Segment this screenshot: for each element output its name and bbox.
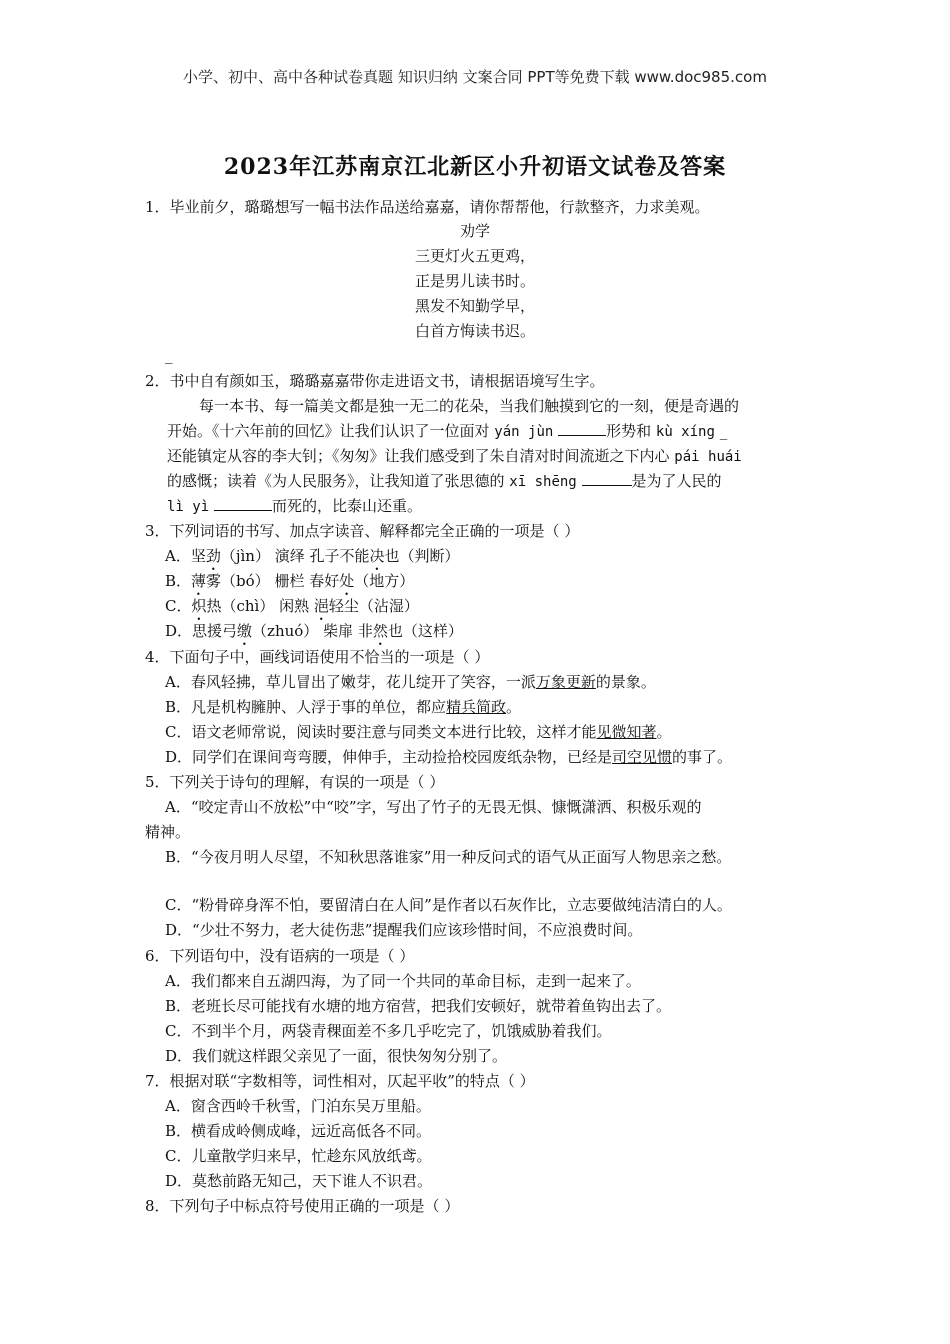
q5-option-b[interactable]: B．“今夜月明人尽望，不知秋思落谁家”用一种反问式的语气从正面写人物思亲之愁。 — [165, 848, 732, 866]
q2-text: 开始。《十六年前的回忆》让我们认识了一位面对 — [167, 422, 490, 440]
option-text: 轻尘（沾湿） — [328, 597, 419, 615]
q7-option-c[interactable]: C．儿童散学归来早，忙趁东风放纸鸢。 — [165, 1147, 432, 1165]
q4-option-b[interactable] — [165, 696, 521, 718]
q7-option-a[interactable]: A．窗含西岭千秋雪，门泊东吴万里船。 — [165, 1097, 431, 1115]
q4-option-d[interactable] — [165, 746, 732, 768]
underlined-phrase: 万象更新 — [535, 673, 596, 691]
q5-option-c[interactable]: C．“粉骨碎身浑不怕，要留清白在人间”是作者以石灰作比，立志要做纯洁清白的人。 — [165, 896, 732, 914]
dotted-char: 浥 — [313, 597, 329, 615]
dotted-char: 劲 — [205, 547, 221, 565]
q5-stem: 5．下列关于诗句的理解，有误的一项是（ ） — [145, 773, 445, 791]
option-text: 的景象。 — [595, 673, 656, 691]
dotted-char: 然 — [372, 622, 388, 640]
q2-para-line-1: 每一本书、每一篇美文都是独一无二的花朵，当我们触摸到它的一刻，便是奇遇的 — [199, 397, 740, 415]
underlined-phrase: 精兵简政 — [446, 698, 507, 716]
dotted-char: 缴 — [237, 622, 253, 640]
dotted-char: 处 — [339, 572, 355, 590]
q5-option-d[interactable]: D．“少壮不努力，老大徒伤悲”提醒我们应该珍惜时间，不应浪费时间。 — [165, 921, 643, 939]
q2-text: 的感慨；读着《为人民服务》，让我知道了张思德的 — [167, 472, 505, 490]
q6-option-c[interactable]: C．不到半个月，两袋青稞面差不多几乎吃完了，饥饿威胁着我们。 — [165, 1022, 612, 1040]
option-text: 的事了。 — [672, 748, 733, 766]
option-text: B．凡是机构臃肿、人浮于事的单位，都应 — [165, 698, 447, 716]
pinyin-yanjun: yán jùn — [494, 424, 554, 440]
q2-para-line-5 — [167, 495, 422, 518]
pinyin-xisheng: xī shēng — [509, 474, 577, 490]
option-text: （zhuó） 柴扉 非 — [252, 622, 373, 640]
q4-stem: 4．下面句子中，画线词语使用不恰当的一项是（ ） — [145, 648, 490, 666]
q2-text: 而死的，比泰山还重。 — [271, 497, 422, 515]
q2-text: 形势和 — [606, 422, 652, 440]
option-text: 。 — [506, 698, 522, 716]
option-text: （地方） — [354, 572, 415, 590]
pinyin-liyi: lì yì — [167, 499, 210, 515]
underlined-phrase: 司空见惯 — [612, 748, 673, 766]
q1-answer-mark: _ — [165, 346, 173, 364]
option-text: D．同学们在课间弯弯腰，伸伸手，主动捡拾校园废纸杂物，已经是 — [165, 748, 613, 766]
q3-stem: 3．下列词语的书写、加点字读音、解释都完全正确的一项是（ ） — [145, 522, 580, 540]
q6-option-a[interactable]: A．我们都来自五湖四海，为了同一个共同的革命目标，走到一起来了。 — [165, 972, 641, 990]
q2-text: 还能镇定从容的李大钊；《匆匆》让我们感受到了朱自清对时间流逝之下内心 — [167, 447, 670, 465]
q3-option-d[interactable] — [165, 620, 463, 649]
underlined-phrase: 见微知著 — [596, 723, 657, 741]
poem-line-4: 白首方悔读书迟。 — [414, 322, 535, 340]
option-text: C．语文老师常说，阅读时要注意与同类文本进行比较，这样才能 — [165, 723, 597, 741]
answer-blank-4[interactable] — [214, 496, 272, 511]
q2-stem: 2．书中自有颜如玉，璐璐嘉嘉带你走进语文书，请根据语境写生字。 — [145, 372, 605, 390]
q5-option-a-cont: 精神。 — [145, 823, 191, 841]
answer-blank-3[interactable] — [582, 471, 632, 486]
dotted-char: 决 — [369, 547, 385, 565]
option-text: 雾（bó） 栅栏 春好 — [206, 572, 340, 590]
q6-stem: 6．下列语句中，没有语病的一项是（ ） — [145, 947, 415, 965]
pinyin-kuxing: kù xíng — [655, 424, 715, 440]
poem-line-2: 正是男儿读书时。 — [414, 272, 535, 290]
q7-stem: 7．根据对联“字数相等，词性相对，仄起平收”的特点（ ） — [145, 1072, 535, 1090]
q2-para-line-2 — [167, 420, 727, 443]
dotted-char: 炽 — [191, 597, 207, 615]
option-text: D．思援弓 — [165, 622, 238, 640]
option-text: C． — [165, 597, 192, 615]
q4-option-c[interactable] — [165, 721, 672, 743]
q8-stem: 8．下列句子中标点符号使用正确的一项是（ ） — [145, 1197, 460, 1215]
pinyin-paihuai: pái huái — [674, 449, 742, 465]
answer-blank-2[interactable]: _ — [719, 422, 728, 440]
q1-stem: 1．毕业前夕，璐璐想写一幅书法作品送给嘉嘉，请你帮帮他，行款整齐，力求美观。 — [145, 198, 710, 216]
q2-para-line-3 — [167, 445, 742, 468]
q7-option-d[interactable]: D．莫愁前路无知己，天下谁人不识君。 — [165, 1172, 433, 1190]
q7-option-b[interactable]: B．横看成岭侧成峰，远近高低各不同。 — [165, 1122, 432, 1140]
option-text: 也（这样） — [387, 622, 463, 640]
answer-blank-1[interactable] — [558, 421, 606, 436]
page-header: 小学、初中、高中各种试卷真题 知识归纳 文案合同 PPT等免费下载 www.doc985.com — [183, 68, 767, 86]
poem-line-3: 黑发不知勤学早， — [414, 297, 535, 315]
q6-option-b[interactable]: B．老班长尽可能找有水塘的地方宿营，把我们安顿好，就带着鱼钩出去了。 — [165, 997, 672, 1015]
q5-option-a[interactable]: A．“咬定青山不放松”中“咬”字，写出了竹子的无畏无惧、慷慨潇洒、积极乐观的 — [165, 798, 702, 816]
q2-text: 是为了人民的 — [631, 472, 722, 490]
poem-line-1: 三更灯火五更鸡， — [414, 247, 535, 265]
page-title: 2023年江苏南京江北新区小升初语文试卷及答案 — [223, 154, 727, 180]
dotted-char: 薄 — [191, 572, 207, 590]
poem-title: 劝学 — [459, 222, 490, 240]
option-text: B． — [165, 572, 192, 590]
q6-option-d[interactable]: D．我们就这样跟父亲见了一面，很快匆匆分别了。 — [165, 1047, 508, 1065]
option-text: 。 — [656, 723, 672, 741]
option-text: A．坚 — [165, 547, 206, 565]
option-text: 也（判断） — [384, 547, 460, 565]
q2-para-line-4 — [167, 470, 722, 493]
option-text: A．春风轻拂，草儿冒出了嫩芽，花儿绽开了笑容，一派 — [165, 673, 536, 691]
option-text: 热（chì） 闲熟 — [206, 597, 314, 615]
option-text: （jìn） 演绎 孔子不能 — [220, 547, 370, 565]
q4-option-a[interactable] — [165, 671, 656, 693]
